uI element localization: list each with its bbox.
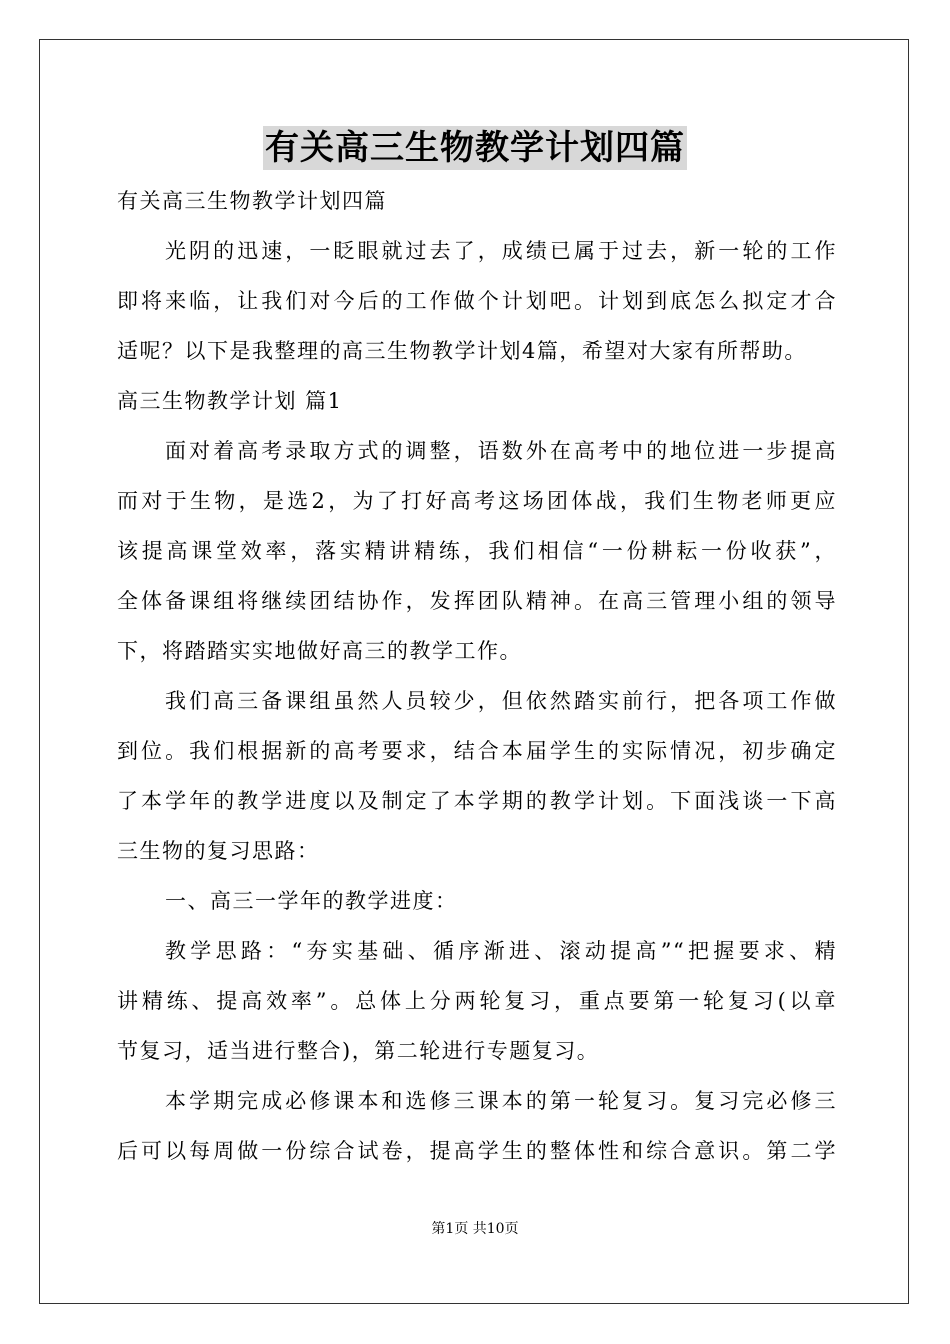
body-line: 一、高三一学年的教学进度：	[165, 889, 458, 913]
body-line: 讲精练、提高效率”。总体上分两轮复习，重点要第一轮复习(以章	[117, 989, 837, 1013]
body-line: 面对着高考录取方式的调整，语数外在高考中的地位进一步提高	[165, 439, 837, 463]
body-line: 节复习，适当进行整合)，第二轮进行专题复习。	[117, 1039, 600, 1063]
document-title: 有关高三生物教学计划四篇	[265, 128, 685, 168]
body-line: 该提高课堂效率，落实精讲精练，我们相信“一份耕耘一份收获”，	[117, 539, 837, 563]
section-heading: 高三生物教学计划 篇1	[117, 389, 343, 413]
body-line: 后可以每周做一份综合试卷，提高学生的整体性和综合意识。第二学	[117, 1139, 837, 1163]
body-line: 全体备课组将继续团结协作，发挥团队精神。在高三管理小组的领导	[117, 589, 837, 613]
title-wrap	[0, 126, 950, 170]
document-body	[117, 176, 837, 1176]
body-line: 适呢？以下是我整理的高三生物教学计划4篇，希望对大家有所帮助。	[117, 339, 807, 363]
page-footer: 第1页 共10页	[431, 1221, 519, 1237]
body-line: 了本学年的教学进度以及制定了本学期的教学计划。下面浅谈一下高	[117, 789, 837, 813]
body-line: 教学思路：“夯实基础、循序渐进、滚动提高”“把握要求、精	[165, 939, 837, 963]
body-line: 有关高三生物教学计划四篇	[117, 189, 387, 213]
body-line: 而对于生物，是选2，为了打好高考这场团体战，我们生物老师更应	[117, 489, 837, 513]
body-line: 下，将踏踏实实地做好高三的教学工作。	[117, 639, 522, 663]
body-line: 我们高三备课组虽然人员较少，但依然踏实前行，把各项工作做	[165, 689, 837, 713]
body-line: 本学期完成必修课本和选修三课本的第一轮复习。复习完必修三	[165, 1089, 837, 1113]
body-line: 光阴的迅速，一眨眼就过去了，成绩已属于过去，新一轮的工作	[165, 239, 837, 263]
body-line: 即将来临，让我们对今后的工作做个计划吧。计划到底怎么拟定才合	[117, 289, 837, 313]
body-line: 到位。我们根据新的高考要求，结合本届学生的实际情况，初步确定	[117, 739, 837, 763]
body-line: 三生物的复习思路：	[117, 839, 320, 863]
